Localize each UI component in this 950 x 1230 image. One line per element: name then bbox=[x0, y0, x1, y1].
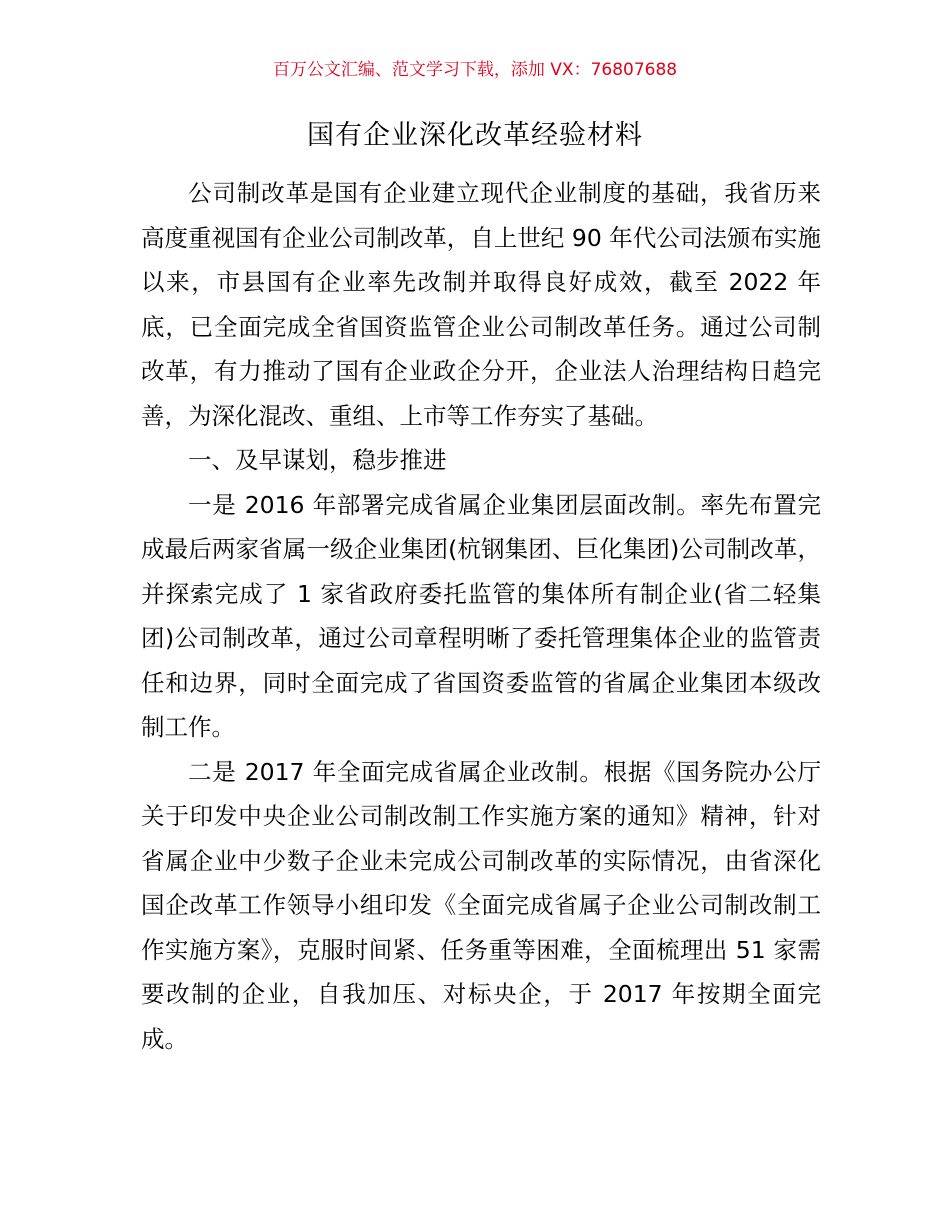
document-title: 国有企业深化改革经验材料 bbox=[307, 120, 643, 151]
section-heading: 一、及早谋划，稳步推进 bbox=[188, 446, 447, 474]
header-notice: 百万公文汇编、范文学习下载，添加 VX：76807688 bbox=[272, 60, 678, 80]
paragraph-point-two: 二是 2017 年全面完成省属企业改制。根据《国务院办公厅关于印发中央企业公司制改制工作实施方案的通知》精神，针对省属企业中少数子企业未完成公司制改革的实际情况，由省深化国企改革工作领导小组印发《全面完成省属子企业公司制改制工作实施方案》，克服时间紧、任务重等困难，全面梳理出 51 家需要改制的企业，自我加压、对标央企，于 2017 年按期全面完成。 bbox=[141, 757, 821, 1053]
paragraph-point-one: 一是 2016 年部署完成省属企业集团层面改制。率先布置完成最后两家省属一级企业集团(杭钢集团、巨化集团)公司制改革，并探索完成了 1 家省政府委托监管的集体所有制企业(省二轻集团)公司制改革，通过公司章程明晰了委托管理集体企业的监管责任和边界，同时全面完成了省国资委监管的省属企业集团本级改制工作。 bbox=[141, 490, 821, 741]
document-body bbox=[141, 171, 821, 1061]
paragraph-intro: 公司制改革是国有企业建立现代企业制度的基础，我省历来高度重视国有企业公司制改革，自上世纪 90 年代公司法颁布实施以来，市县国有企业率先改制并取得良好成效，截至 2022 年底，已全面完成全省国资监管企业公司制改革任务。通过公司制改革，有力推动了国有企业政企分开，企业法人治理结构日趋完善，为深化混改、重组、上市等工作夯实了基础。 bbox=[141, 179, 821, 430]
